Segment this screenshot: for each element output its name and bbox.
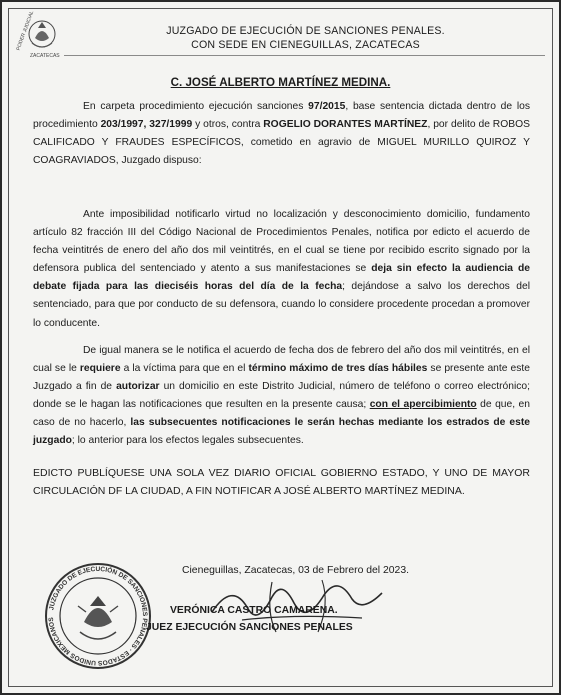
procedure-numbers: 203/1997, 327/1999 bbox=[100, 119, 193, 131]
text-run: , por delito de ROBOS CALIFICADO Y FRAUDES ESPECÍFICOS, cometido en agravio de MIGUEL MURILLO QUIROZ Y COAGRAVIADOS, Juzgado dispuso: bbox=[33, 119, 530, 167]
bold-term: término máximo de tres días hábiles bbox=[248, 363, 428, 375]
paragraph-3 bbox=[33, 342, 530, 451]
defendant-name: ROGELIO DORANTES MARTÍNEZ bbox=[263, 119, 428, 131]
addressee bbox=[2, 76, 559, 89]
text-run: ; lo anterior para los efectos legales subsecuentes. bbox=[71, 435, 304, 447]
case-number: 97/2015 bbox=[308, 101, 346, 112]
text-run: se presente ante este Juzgado a fin de bbox=[33, 363, 530, 393]
paragraph-1 bbox=[33, 98, 530, 170]
text-run: y otros, contra bbox=[192, 119, 264, 131]
text-run: un domicilio en este Distrito Judicial, número de teléfono o correo electrónico; donde se le hagan las notificaciones que resulten en la presente causa; bbox=[33, 381, 530, 411]
court-heading-line2: CON SEDE EN CIENEGUILLAS, ZACATECAS bbox=[191, 39, 420, 51]
bold-resolution: deja sin efecto la audiencia de debate fijada para las dieciséis horas del día de la fecha bbox=[33, 263, 531, 293]
warning-term: con el apercibimiento bbox=[369, 399, 477, 411]
svg-text:JUZGADO DE EJECUCIÓN DE SANCIO: JUZGADO DE EJECUCIÓN DE SANCIONES PENALES · ESTADOS UNIDOS MEXICANOS bbox=[47, 565, 149, 667]
signatory-title: JUEZ EJECUCIÓN SANCIONES PENALES bbox=[146, 622, 353, 633]
bold-term: autorizar bbox=[116, 381, 160, 393]
text-run: Ante imposibilidad notificarlo virtud no localización y desconocimiento domicilio, fundamento artículo 82 fracción III del Código Nacional de Procedimientos Penales, notifica por edicto el acuerdo de fecha veintitrés de enero del año dos mil veintitrés, en el cual se tiene por recibido escrito signado por la defensora publica del sentenciado y atento a sus manifestaciones se bbox=[33, 209, 530, 275]
signatory-name: VERÓNICA CASTRO CAMARENA. bbox=[170, 605, 338, 616]
paragraph-4-edict: EDICTO PUBLÍQUESE UNA SOLA VEZ DIARIO OFICIAL GOBIERNO ESTADO, Y UNO DE MAYOR CIRCULACIÓN DF LA CIUDAD, A FIN NOTIFICAR A JOSÉ ALBERTO MARTÍNEZ MEDINA. bbox=[33, 467, 530, 497]
court-heading bbox=[62, 24, 549, 52]
addressee-name: C. JOSÉ ALBERTO MARTÍNEZ MEDINA. bbox=[170, 76, 391, 89]
court-heading-line1: JUZGADO DE EJECUCIÓN DE SANCIONES PENALES. bbox=[166, 25, 445, 37]
paragraph-2 bbox=[33, 206, 530, 333]
text-run: En carpeta procedimiento ejecución sanciones bbox=[83, 101, 309, 112]
text-run: De igual manera se le notifica el acuerdo de fecha dos de febrero del año dos mil veintitrés, en el cual se le bbox=[33, 345, 530, 375]
text-run: ; dejándose a salvo los derechos del sentenciado, para que por conducto de su defensora, cuando lo considere procedente procedan a promover lo conducente. bbox=[33, 281, 530, 329]
svg-text:PODER JUDICIAL: PODER JUDICIAL bbox=[15, 10, 36, 52]
bold-term: las subsecuentes notificaciones le serán hechas mediante los estrados de este juzgado bbox=[33, 417, 531, 447]
mexico-coat-of-arms-icon bbox=[12, 10, 66, 60]
text-run: de que, en caso de no hacerlo, bbox=[33, 399, 531, 429]
date-line: Cieneguillas, Zacatecas, 03 de Febrero del 2023. bbox=[182, 565, 410, 576]
court-seal-icon bbox=[42, 560, 154, 672]
header-divider bbox=[64, 55, 545, 56]
bold-term: requiere bbox=[79, 363, 121, 375]
svg-text:ZACATECAS: ZACATECAS bbox=[30, 53, 60, 59]
text-run: , base sentencia dictada dentro de los procedimiento bbox=[33, 101, 530, 131]
text-run: a la víctima para que en el bbox=[120, 363, 249, 375]
